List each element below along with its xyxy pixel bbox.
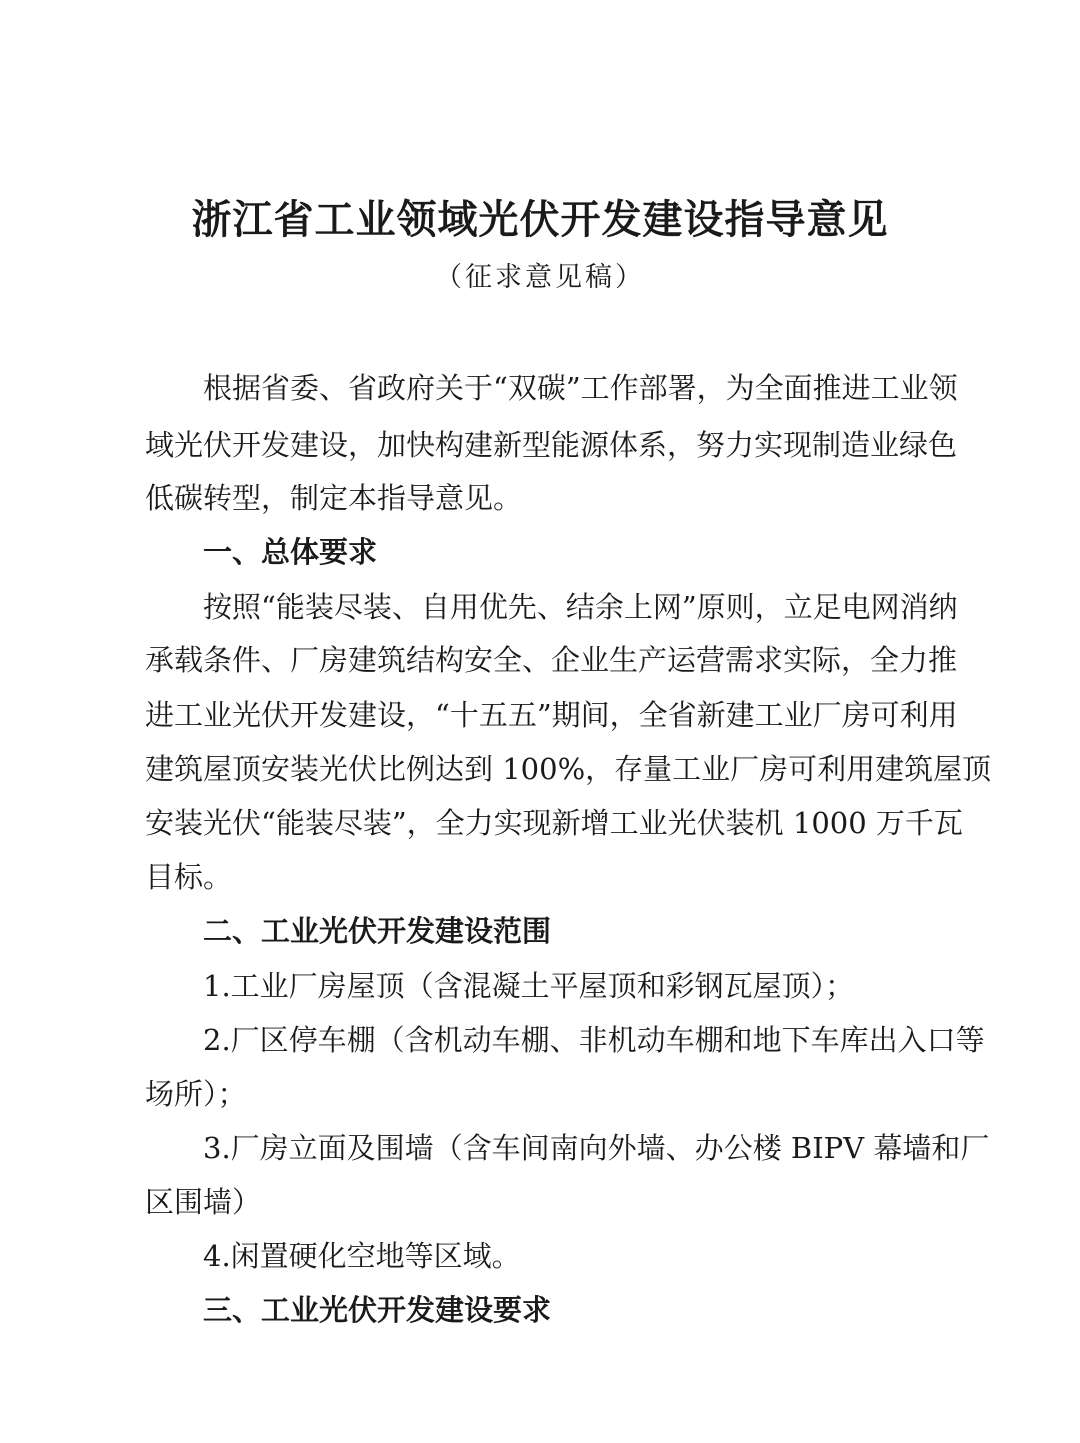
section1-line: 目标。 (145, 860, 233, 894)
section-heading-3: 三、工业光伏开发建设要求 (203, 1293, 552, 1327)
section-heading-2: 二、工业光伏开发建设范围 (203, 914, 552, 948)
section1-line: 建筑屋顶安装光伏比例达到 100%，存量工业厂房可利用建筑屋顶 (145, 752, 992, 786)
list-item-3: 3.厂房立面及围墙（含车间南向外墙、办公楼 BIPV 幕墙和厂 (203, 1131, 990, 1165)
section1-line: 进工业光伏开发建设，“十五五”期间，全省新建工业厂房可利用 (145, 698, 958, 732)
list-item-2: 2.厂区停车棚（含机动车棚、非机动车棚和地下车库出入口等 (203, 1023, 985, 1057)
section1-line: 按照“能装尽装、自用优先、结余上网”原则，立足电网消纳 (203, 590, 958, 624)
section1-line: 安装光伏“能装尽装”，全力实现新增工业光伏装机 1000 万千瓦 (145, 806, 963, 840)
intro-line: 域光伏开发建设，加快构建新型能源体系，努力实现制造业绿色 (145, 428, 958, 462)
list-item-3-cont: 区围墙） (145, 1185, 262, 1219)
document-title: 浙江省工业领域光伏开发建设指导意见 (191, 197, 889, 243)
list-item-1: 1.工业厂房屋顶（含混凝土平屋顶和彩钢瓦屋顶）； (203, 969, 855, 1003)
section-heading-1: 一、总体要求 (203, 535, 378, 569)
list-item-4: 4.闲置硬化空地等区域。 (203, 1239, 521, 1273)
intro-line: 低碳转型，制定本指导意见。 (145, 481, 523, 515)
list-item-2-cont: 场所）； (145, 1077, 247, 1111)
intro-line: 根据省委、省政府关于“双碳”工作部署，为全面推进工业领 (203, 371, 958, 405)
section1-line: 承载条件、厂房建筑结构安全、企业生产运营需求实际，全力推 (145, 643, 958, 677)
document-subtitle: （征求意见稿） (435, 262, 645, 293)
